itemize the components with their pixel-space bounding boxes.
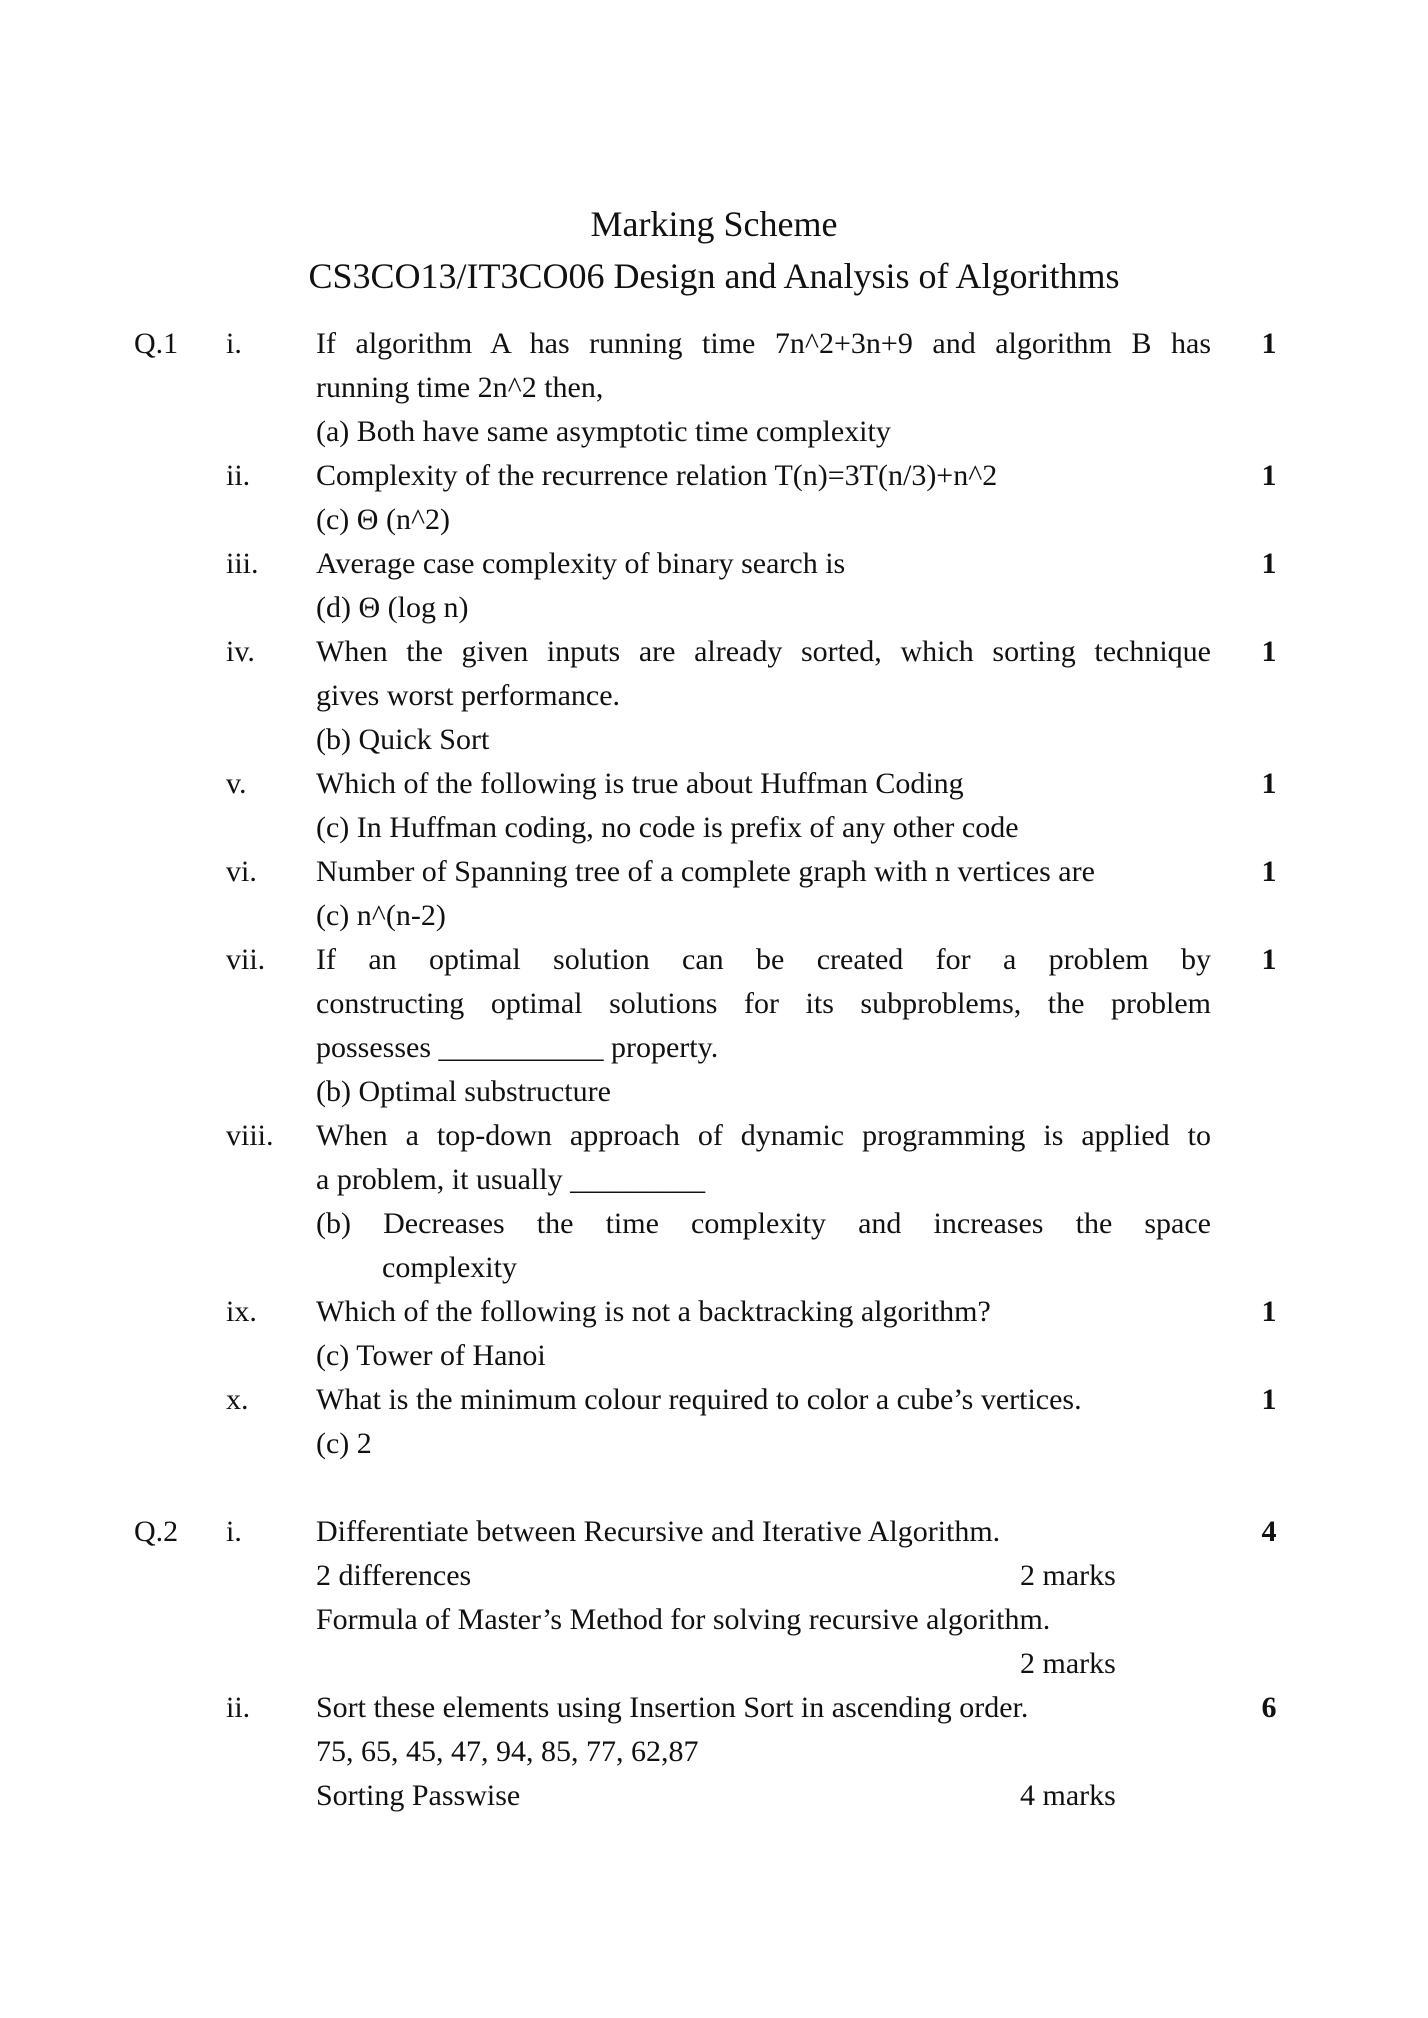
q1-item-i-line1 — [0, 322, 1428, 366]
scheme-text: 75, 65, 45, 47, 94, 85, 77, 62,87 — [316, 1735, 699, 1768]
marks: 4 — [1261, 1515, 1277, 1548]
q2-item-i-line3 — [0, 1598, 1428, 1642]
answer-text: (c) Tower of Hanoi — [316, 1339, 546, 1372]
q1-item-iii-line1 — [0, 542, 1428, 586]
question-text: Which of the following is not a backtracking algorithm? — [316, 1295, 991, 1328]
q1-item-vii-line1 — [0, 938, 1428, 982]
answer-text: (c) 2 — [316, 1427, 372, 1460]
item-number: viii. — [226, 1119, 274, 1152]
q1-item-viii-answer — [0, 1202, 1428, 1246]
q1-item-x-answer — [0, 1422, 1428, 1466]
q2-item-ii-line1 — [0, 1686, 1428, 1730]
q1-item-viii-line1 — [0, 1114, 1428, 1158]
question-text: possesses ___________ property. — [316, 1031, 719, 1064]
question-text: gives worst performance. — [316, 679, 621, 712]
question-text: running time 2n^2 then, — [316, 371, 604, 404]
item-number: iv. — [226, 635, 255, 668]
sub-marks: 2 marks — [1020, 1647, 1116, 1680]
q1-item-vii-answer — [0, 1070, 1428, 1114]
answer-text: (c) n^(n-2) — [316, 899, 446, 932]
q1-item-v-line1 — [0, 762, 1428, 806]
item-number: ii. — [226, 459, 251, 492]
marks: 1 — [1261, 459, 1277, 492]
marks: 1 — [1261, 1295, 1277, 1328]
q1-item-iv-line2 — [0, 674, 1428, 718]
answer-text: (c) Θ (n^2) — [316, 503, 451, 536]
question-text: If an optimal solution can be created for a problem by — [316, 943, 1211, 976]
item-number: i. — [226, 327, 242, 360]
answer-text: (b) Optimal substructure — [316, 1075, 611, 1108]
q1-item-viii-line2 — [0, 1158, 1428, 1202]
q1-item-iv-line1 — [0, 630, 1428, 674]
q1-item-iv-answer — [0, 718, 1428, 762]
q1-item-ix-answer — [0, 1334, 1428, 1378]
scheme-text: Formula of Master’s Method for solving recursive algorithm. — [316, 1603, 1051, 1636]
marks: 6 — [1261, 1691, 1277, 1724]
q1-item-i-answer — [0, 410, 1428, 454]
item-number: ix. — [226, 1295, 257, 1328]
q1-item-ii-answer — [0, 498, 1428, 542]
question-text: What is the minimum colour required to color a cube’s vertices. — [316, 1383, 1082, 1416]
question-label: Q.2 — [134, 1515, 179, 1548]
answer-text: (d) Θ (log n) — [316, 591, 469, 624]
question-text: a problem, it usually _________ — [316, 1163, 706, 1196]
q1-item-iii-answer — [0, 586, 1428, 630]
answer-text: complexity — [382, 1251, 517, 1284]
q2-item-i-line1 — [0, 1510, 1428, 1554]
q1-item-viii-answer-cont — [0, 1246, 1428, 1290]
q1-item-x-line1 — [0, 1378, 1428, 1422]
marks: 1 — [1261, 943, 1277, 976]
marks: 1 — [1261, 547, 1277, 580]
course-title: CS3CO13/IT3CO06 Design and Analysis of Algorithms — [308, 256, 1120, 296]
question-text: When a top-down approach of dynamic programming is applied to — [316, 1119, 1211, 1152]
answer-text: (c) In Huffman coding, no code is prefix of any other code — [316, 811, 1019, 844]
item-number: iii. — [226, 547, 259, 580]
q2-item-ii-line2 — [0, 1730, 1428, 1774]
marks: 1 — [1261, 327, 1277, 360]
document-title: Marking Scheme — [590, 204, 838, 244]
question-text: Average case complexity of binary search is — [316, 547, 846, 580]
item-number: i. — [226, 1515, 242, 1548]
item-number: x. — [226, 1383, 249, 1416]
marks: 1 — [1261, 635, 1277, 668]
item-number: v. — [226, 767, 247, 800]
question-label: Q.1 — [134, 327, 179, 360]
item-number: vi. — [226, 855, 257, 888]
scheme-text: Sorting Passwise — [316, 1779, 521, 1812]
item-number: ii. — [226, 1691, 251, 1724]
sub-marks: 2 marks — [1020, 1559, 1116, 1592]
sub-marks: 4 marks — [1020, 1779, 1116, 1812]
item-number: vii. — [226, 943, 266, 976]
question-text: constructing optimal solutions for its subproblems, the problem — [316, 987, 1211, 1020]
answer-text: (b) Quick Sort — [316, 723, 490, 756]
q2-item-ii-line3 — [0, 1774, 1428, 1818]
question-text: Complexity of the recurrence relation T(n)=3T(n/3)+n^2 — [316, 459, 998, 492]
q1-item-ix-line1 — [0, 1290, 1428, 1334]
question-text: Sort these elements using Insertion Sort in ascending order. — [316, 1691, 1029, 1724]
q1-item-ii-line1 — [0, 454, 1428, 498]
marks: 1 — [1261, 855, 1277, 888]
question-text: Number of Spanning tree of a complete graph with n vertices are — [316, 855, 1095, 888]
q2-item-i-line4 — [0, 1642, 1428, 1686]
q1-item-vi-answer — [0, 894, 1428, 938]
q1-item-vii-line2 — [0, 982, 1428, 1026]
question-text: Differentiate between Recursive and Iterative Algorithm. — [316, 1515, 1001, 1548]
question-text: When the given inputs are already sorted, which sorting technique — [316, 635, 1211, 668]
q1-item-v-answer — [0, 806, 1428, 850]
answer-text: (a) Both have same asymptotic time complexity — [316, 415, 891, 448]
q1-item-i-line2 — [0, 366, 1428, 410]
q1-item-vii-line3 — [0, 1026, 1428, 1070]
q2-item-i-line2 — [0, 1554, 1428, 1598]
question-text: Which of the following is true about Huffman Coding — [316, 767, 964, 800]
question-text: If algorithm A has running time 7n^2+3n+9 and algorithm B has — [316, 327, 1211, 360]
marks: 1 — [1261, 767, 1277, 800]
scheme-text: 2 differences — [316, 1559, 472, 1592]
answer-text: (b) Decreases the time complexity and increases the space — [316, 1207, 1211, 1240]
marks: 1 — [1261, 1383, 1277, 1416]
q1-item-vi-line1 — [0, 850, 1428, 894]
